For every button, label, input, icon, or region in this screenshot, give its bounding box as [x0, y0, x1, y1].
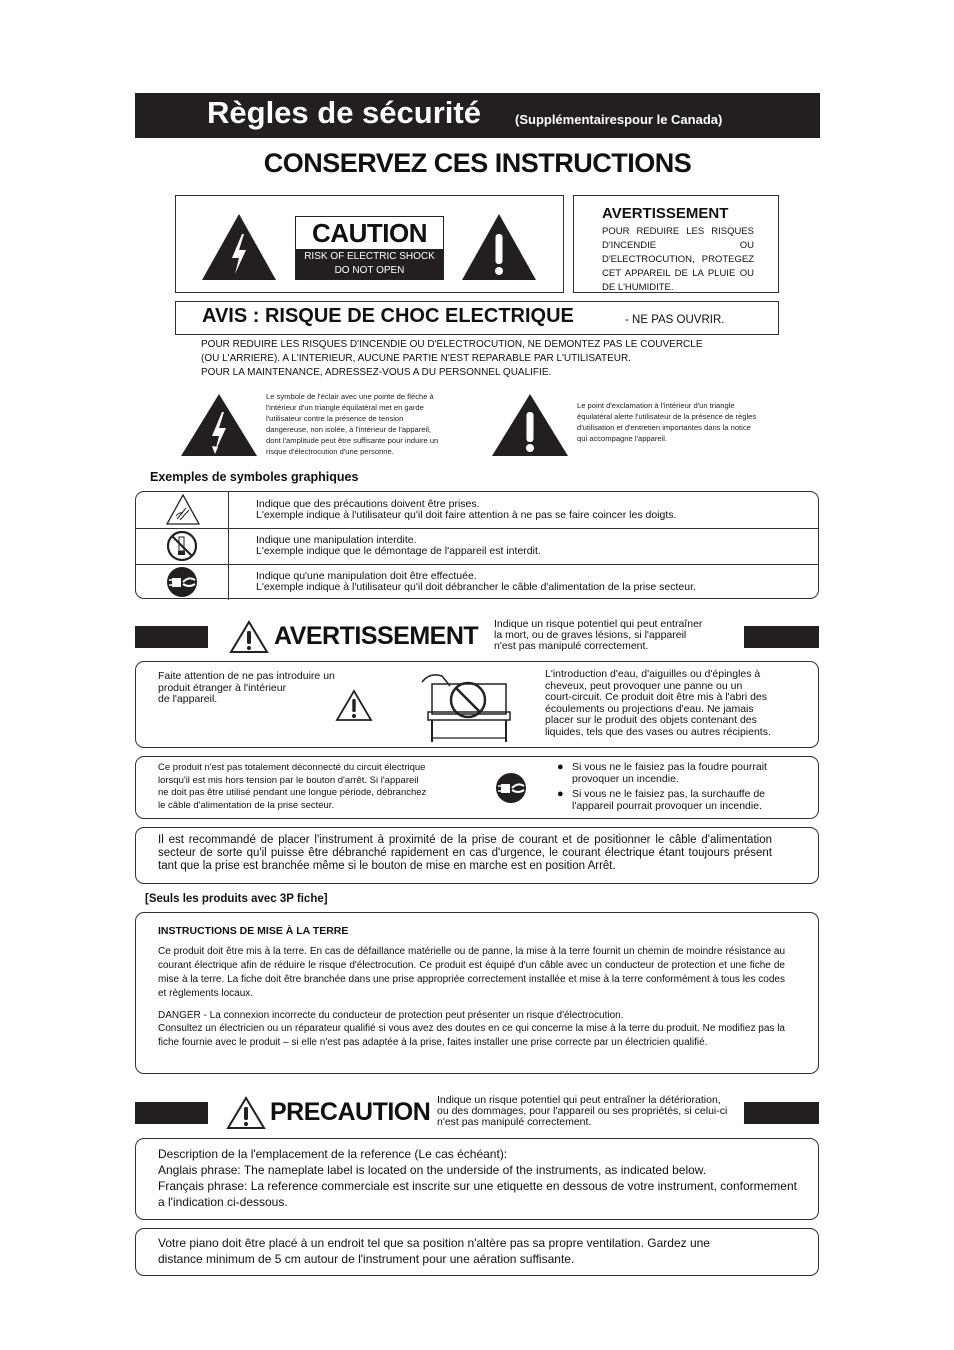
avertissement-box: [573, 195, 779, 293]
symbol-text-line: Indique une manipulation interdite.: [256, 534, 417, 546]
para-line: Ce produit n'est pas totalement déconnecté du circuit électrique: [158, 762, 426, 773]
avis-box: [175, 301, 779, 335]
lightning-warning-icon: [200, 212, 278, 282]
note-line: risque d'électrocution d'une personne.: [266, 447, 394, 456]
symbol-row-caution: [136, 492, 818, 529]
piano-no-liquid-icon: [418, 668, 518, 744]
caution-label: [295, 216, 444, 280]
para-line: a l'indication ci-dessous.: [158, 1195, 288, 1209]
ventilation-text: [158, 1235, 808, 1267]
note-line: dont l'amplitude peut être suffisante pour induire un: [266, 436, 439, 445]
nameplate-text: [158, 1146, 808, 1210]
symbol-row-mandatory: [136, 564, 818, 600]
ground-paragraph-1: Ce produit doit être mis à la terre. En cas de défaillance matérielle ou de panne, la mise à la terre fournit un chemin de moindre résistance au courant électrique afin de réduire le risque d'électrocution. Ce produit est équipé d'un câble avec un conducteur de protection et une fiche de mise à la terre. La fiche doit être branchée dans une prise appropriée correctement installée et mise à la terre conformément à tous les codes et règlements locaux.: [158, 946, 785, 999]
warning-section-title: AVERTISSEMENT: [274, 622, 479, 650]
para-line: distance minimum de 5 cm autour de l'instrument pour une aération suffisante.: [158, 1252, 575, 1266]
para-line: ● Si vous ne le faisiez pas la foudre pourrait: [572, 761, 767, 773]
page-title: Règles de sécurité: [207, 95, 481, 130]
avis-text-line: POUR REDUIRE LES RISQUES D'INCENDIE OU D'ELECTROCUTION, NE DEMONTEZ PAS LE COUVERCLE: [201, 339, 703, 350]
warning-bar-right: [744, 626, 819, 648]
symbol-row-prohibited: [136, 528, 818, 565]
foreign-object-left-text: [158, 671, 335, 706]
avertissement-box-title: AVERTISSEMENT: [602, 205, 729, 222]
avis-text: [201, 338, 703, 380]
symbol-icon-cell: [136, 564, 229, 600]
desc-line: n'est pas manipulé correctement.: [437, 1116, 592, 1128]
desc-line: Indique un risque potentiel qui peut entraîner: [494, 618, 703, 630]
para-line: liquides, tels que des vases ou autres récipients.: [545, 725, 771, 738]
para-line: écoulements ou projections d'eau. Ne jamais: [545, 702, 754, 715]
para-line: de l'appareil.: [158, 693, 218, 705]
lightning-note: [266, 391, 438, 457]
desc-line: Indique un risque potentiel qui peut entraîner la détérioration,: [437, 1094, 721, 1106]
unplug-bullet-1: [572, 762, 767, 785]
avertissement-box-text: POUR REDUIRE LES RISQUES D'INCENDIE OU D'ELECTROCUTION, PROTEGEZ CET APPAREIL DE LA PLUIE OU DE L'HUMIDITE.: [602, 226, 754, 293]
symbol-text-line: L'exemple indique à l'utilisateur qu'il doit faire attention à ne pas se faire coincer les doigts.: [256, 509, 677, 521]
note-line: dangereuse, non isolée, à l'intérieur de l'appareil,: [266, 425, 432, 434]
para-line: court-circuit. Ce produit doit être mis à l'abri des: [545, 691, 768, 703]
para-line: L'introduction d'eau, d'aiguilles ou d'épingles à: [545, 668, 761, 680]
para-line: Faite attention de ne pas introduire un: [158, 670, 335, 682]
symbol-text-line: Indique qu'une manipulation doit être effectuée.: [256, 570, 477, 582]
outlet-text: Il est recommandé de placer l'instrument à proximité de la prise de courant et de positionner le câble d'alimentation secteur de sorte qu'il puisse être débranché rapidement en cas d'urgence, le courant électrique étant toujours présent tant que la prise est branchée même si le bouton de mise en marche est en position Arrêt.: [158, 834, 772, 872]
caution-word: CAUTION: [312, 218, 427, 248]
pinch-caution-icon: [166, 494, 200, 525]
symbol-text: [256, 535, 541, 557]
symbol-icon-cell: [136, 492, 229, 528]
para-line: Français phrase: La reference commerciale est inscrite sur une etiquette en dessous de votre instrument, conformement: [158, 1179, 797, 1193]
para-line: Votre piano doit être placé à un endroit tel que sa position n'altère pas sa propre ventilation. Gardez une: [158, 1236, 710, 1250]
ground-label: [Seuls les produits avec 3P fiche]: [145, 893, 328, 905]
symbol-icon-cell: [136, 528, 229, 564]
desc-line: ou des dommages, pour l'appareil ou ses propriétés, si celui-ci: [437, 1105, 728, 1117]
para-line: Anglais phrase: The nameplate label is located on the underside of the instruments, as indicated below.: [158, 1163, 707, 1177]
note-line: qui accompagne l'appareil.: [577, 434, 668, 443]
para-line: lorsqu'il est mis hors tension par le bouton d'arrêt. Si l'appareil: [158, 774, 419, 786]
note-line: Le point d'exclamation à l'intérieur d'un triangle: [577, 401, 735, 410]
lightning-symbol-icon: [179, 392, 259, 458]
desc-line: la mort, ou de graves lésions, si l'appareil: [494, 629, 687, 641]
para-line: Description de la l'emplacement de la reference (Le cas échéant):: [158, 1147, 508, 1161]
desc-line: n'est pas manipulé correctement.: [494, 640, 649, 652]
note-line: Le symbole de l'éclair avec une pointe de flèche à: [266, 392, 434, 401]
ground-paragraph-2: DANGER - La connexion incorrecte du conducteur de protection peut présenter un risque d'électrocution.: [158, 1010, 624, 1021]
precaution-section-icon: [226, 1096, 266, 1130]
warning-section-icon: [229, 620, 269, 654]
caution-line-2: DO NOT OPEN: [334, 265, 405, 276]
para-line: cheveux, peut provoquer une panne ou un: [545, 679, 743, 692]
title-bar: [135, 93, 820, 138]
para-line: l'appareil pourrait provoquer un incendie.: [572, 799, 762, 812]
avis-text-line: POUR LA MAINTENANCE, ADRESSEZ-VOUS A DU PERSONNEL QUALIFIE.: [201, 367, 552, 378]
para-line: placer sur le produit des objets contenant des: [545, 714, 757, 726]
unplug-bullet-2: [572, 789, 765, 812]
symbol-text: [256, 499, 676, 521]
note-line: l'intérieur d'un triangle équilatéral met en garde: [266, 403, 424, 412]
warning-bar-left: [135, 626, 208, 648]
avis-title: AVIS : RISQUE DE CHOC ELECTRIQUE: [202, 305, 574, 327]
ground-heading: INSTRUCTIONS DE MISE À LA TERRE: [158, 925, 349, 937]
symbols-heading: Exemples de symboles graphiques: [150, 470, 359, 484]
conserve-heading: CONSERVEZ CES INSTRUCTIONS: [263, 148, 692, 178]
precaution-section-desc: [437, 1095, 727, 1128]
foreign-object-right-text: [545, 669, 774, 738]
page-subtitle: (Supplémentairespour le Canada): [515, 112, 723, 127]
warning-section-desc: [494, 619, 702, 652]
caution-subtext: [296, 249, 443, 279]
ground-paragraph-3: Consultez un électricien ou un réparateur qualifié si vous avez des doutes en ce qui concerne la mise à la terre du produit. Ne modifiez pas la fiche fournie avec le produit – si elle n'est pas adaptée à la prise, faites installer une prise correcte par un électricien qualifié.: [158, 1023, 785, 1048]
unplug-icon: [165, 566, 199, 598]
exclamation-symbol-icon: [490, 392, 570, 458]
no-disassembly-icon: [165, 530, 199, 562]
exclamation-note: [577, 400, 756, 444]
precaution-bar-right: [744, 1102, 819, 1124]
unplug-icon: [494, 772, 528, 804]
avis-suffix: - NE PAS OUVRIR.: [625, 314, 725, 326]
para-line: provoquer un incendie.: [572, 772, 679, 785]
symbols-table: [135, 491, 819, 599]
note-line: l'utilisateur contre la présence de tension: [266, 414, 404, 423]
avis-text-line: (OU L'ARRIERE). A L'INTERIEUR, AUCUNE PARTIE N'EST REPARABLE PAR L'UTILISATEUR.: [201, 353, 631, 364]
note-line: d'utilisation et d'entretien importantes dans la notice: [577, 423, 751, 432]
precaution-bar-left: [135, 1102, 208, 1124]
para-line: ● Si vous ne le faisiez pas, la surchauffe de: [572, 788, 766, 800]
note-line: équilatéral alerte l'utilisateur de la présence de règles: [577, 412, 757, 421]
para-line: produit étranger à l'intérieur: [158, 681, 287, 694]
para-line: ne doit pas être utilisé pendant une longue période, débranchez: [158, 787, 427, 798]
para-line: le câble d'alimentation de la prise secteur.: [158, 799, 335, 811]
caution-line-1: RISK OF ELECTRIC SHOCK: [304, 251, 435, 262]
symbol-text: [256, 571, 696, 593]
unplug-text: [158, 762, 426, 812]
exclamation-warning-icon: [460, 212, 538, 282]
warning-small-icon: [335, 689, 373, 722]
symbol-text-line: Indique que des précautions doivent être prises.: [256, 498, 480, 510]
precaution-section-title: PRECAUTION: [270, 1098, 431, 1126]
symbol-text-line: L'exemple indique à l'utilisateur qu'il doit débrancher le câble d'alimentation de la prise secteur.: [256, 581, 696, 593]
symbol-text-line: L'exemple indique que le démontage de l'appareil est interdit.: [256, 545, 541, 557]
